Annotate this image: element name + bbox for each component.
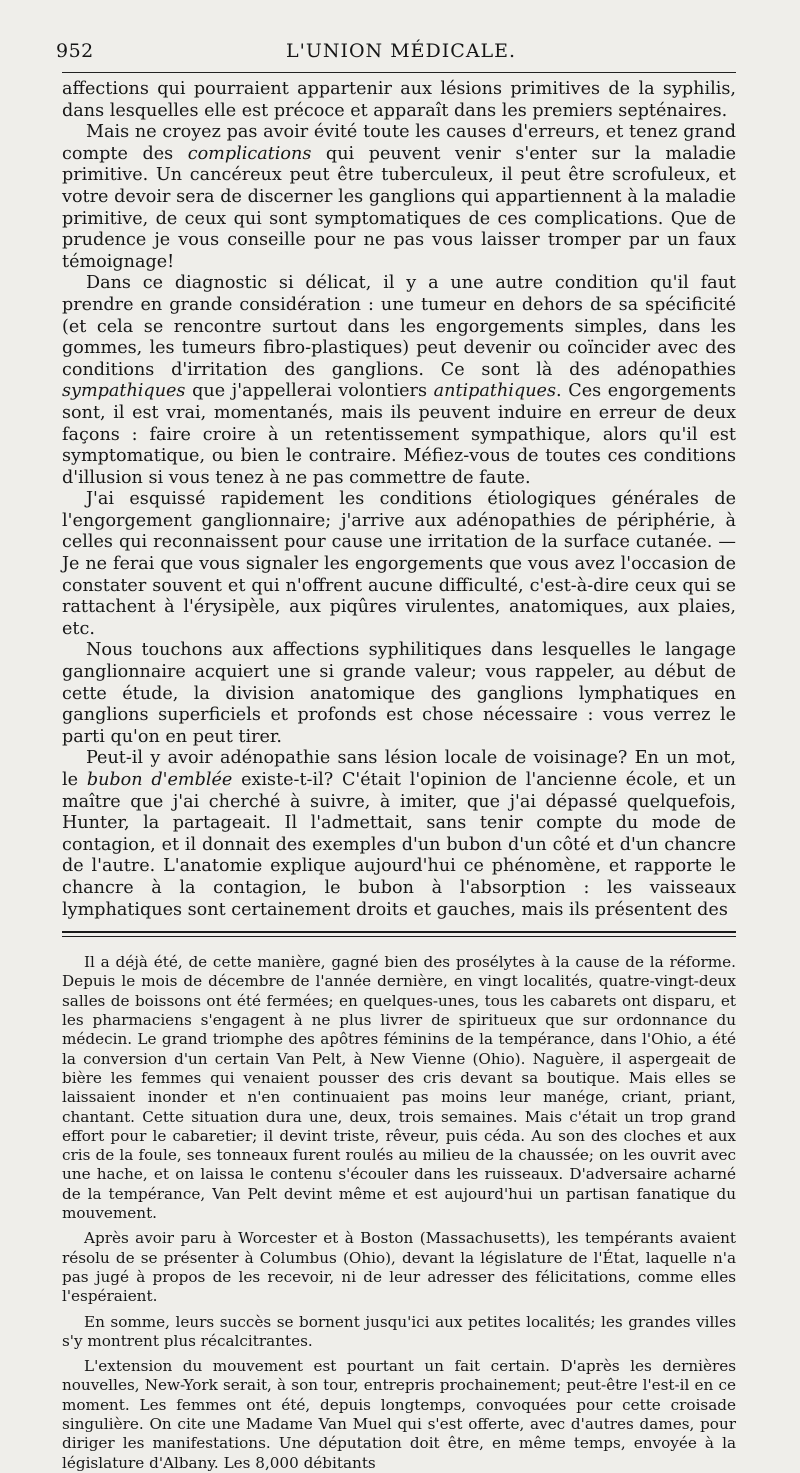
note-paragraph: En somme, leurs succès se bornent jusqu'ici aux petites localités; les grandes villes s'y montrent plus récalcitrantes.: [62, 1312, 736, 1350]
note-paragraph: Il a déjà été, de cette manière, gagné bien des prosélytes à la cause de la réforme. Depuis le mois de décembre de l'année dernière, en vingt localités, quatre-vingt-deux salles de boissons ont été fermées; en quelques-unes, tous les cabarets ont disparu, et les pharmaciens s'engagent à ne plus livrer de spiritueux que sur ordonnance du médecin. Le grand triomphe des apôtres féminins de la tempérance, dans l'Ohio, a été la conversion d'un certain Van Pelt, à New Vienne (Ohio). Naguère, il aspergeait de bière les femmes qui venaient pousser des cris devant sa boutique. Mais elles se laissaient inonder et n'en continuaient pas moins leur manége, criant, priant, chantant. Cette situation dura une, deux, trois semaines. Mais c'était un trop grand effort pour le cabaretier; il devint triste, rêveur, puis céda. Au son des cloches et aux cris de la foule, ses tonneaux furent roulés au milieu de la chaussée; on les ouvrit avec une hache, et on laissa le contenu s'écouler dans les ruisseaux. D'adversaire acharné de la tempérance, Van Pelt devint même et est aujourd'hui un partisan fanatique du mouvement.: [62, 953, 736, 1223]
running-header: [56, 40, 736, 70]
italic-term: antipathiques: [433, 381, 556, 402]
paragraph-bubon: Peut-il y avoir adénopathie sans lésion locale de voisinage? En un mot, le bubon d'emblée existe-t-il? C'était l'opinion de l'ancienne école, et un maître que j'ai cherché à suivre, à imiter, que j'ai dépassé quelquefois, Hunter, la partageait. Il l'admettait, sans tenir compte du mode de contagion, et il donnait des exemples d'un bubon d'un côté et d'un chancre de l'autre. L'anatomie explique aujourd'hui ce phénomène, et rapporte le chancre à la contagion, le bubon à l'absorption : les vaisseaux lymphatiques sont certainement droits et gauches, mais ils présentent des: [62, 748, 736, 920]
note-paragraph: Après avoir paru à Worcester et à Boston (Massachusetts), les tempérants avaient résolu de se présenter à Columbus (Ohio), devant la législature de l'État, laquelle n'a pas jugé à propos de les recevoir, ni de leur adresser des félicitations, comme elles l'espéraient.: [62, 1229, 737, 1306]
journal-title: L'UNION MÉDICALE.: [286, 40, 517, 62]
section-divider: [62, 931, 736, 937]
paragraph-complications: Mais ne croyez pas avoir évité toute les causes d'erreurs, et tenez grand compte des complications qui peuvent venir s'enter sur la maladie primitive. Un cancéreux peut être tuberculeux, il peut être scrofuleux, et votre devoir sera de discerner les ganglions qui appartiennent à la maladie primitive, de ceux qui sont symptomatiques de ces complications. Que de prudence je vous conseille pour ne pas vous laisser tromper par un faux témoignage!: [62, 122, 737, 272]
feuilleton-text: [62, 953, 736, 1473]
page-number: 952: [56, 40, 94, 62]
main-text: [62, 79, 736, 921]
note-paragraph: L'extension du mouvement est pourtant un fait certain. D'après les dernières nouvelles, New-York serait, à son tour, entrepris prochainement; peut-être l'est-il en ce moment. Les femmes ont été, depuis longtemps, convoquées pour cette croisade singulière. On cite une Madame Van Muel qui s'est offerte, avec d'autres dames, pour diriger les manifestations. Une députation doit être, en même temps, envoyée à la législature d'Albany. Les 8,000 débitants: [62, 1357, 736, 1472]
italic-term: complications: [187, 143, 312, 164]
paragraph-diagnostic: Dans ce diagnostic si délicat, il y a une autre condition qu'il faut prendre en grande considération : une tumeur en dehors de sa spécificité (et cela se rencontre surtout dans les engorgements simples, dans les gommes, les tumeurs fibro-plastiques) peut devenir ou coïncider avec des conditions d'irritation des ganglions. Ce sont là des adénopathies sympathiques que j'appellerai volontiers antipathiques. Ces engorgements sont, il est vrai, momentanés, mais ils peuvent induire en erreur de deux façons : faire croire à un retentissement sympathique, alors qu'il est symptomatique, ou bien le contraire. Méfiez-vous de toutes ces conditions d'illusion si vous tenez à ne pas commettre de faute.: [62, 273, 736, 488]
italic-term: bubon d'emblée: [86, 770, 233, 790]
italic-term: sympathiques: [62, 381, 186, 402]
italic-term: tempérants: [584, 1229, 674, 1248]
header-rule: [62, 72, 736, 73]
paragraph-syphilis: Nous touchons aux affections syphilitiques dans lesquelles le langage ganglionnaire acquiert une si grande valeur; vous rappeler, au début de cette étude, la division anatomique des ganglions lymphatiques en ganglions superficiels et profonds est chose nécessaire : vous verrez le parti qu'on en peut tirer.: [62, 640, 736, 747]
paragraph-etiology: J'ai esquissé rapidement les conditions étiologiques générales de l'engorgement ganglionnaire; j'arrive aux adénopathies de périphérie, à celles qui reconnaissent pour cause une irritation de la surface cutanée. — Je ne ferai que vous signaler les engorgements que vous avez l'occasion de constater souvent et qui n'offrent aucune difficulté, c'est-à-dire ceux qui se rattachent à l'érysipèle, aux piqûres virulentes, anatomiques, aux plaies, etc.: [62, 489, 736, 639]
paragraph-continuation: affections qui pourraient appartenir aux lésions primitives de la syphilis, dans lesquelles elle est précoce et apparaît dans les premiers septénaires.: [62, 79, 736, 121]
